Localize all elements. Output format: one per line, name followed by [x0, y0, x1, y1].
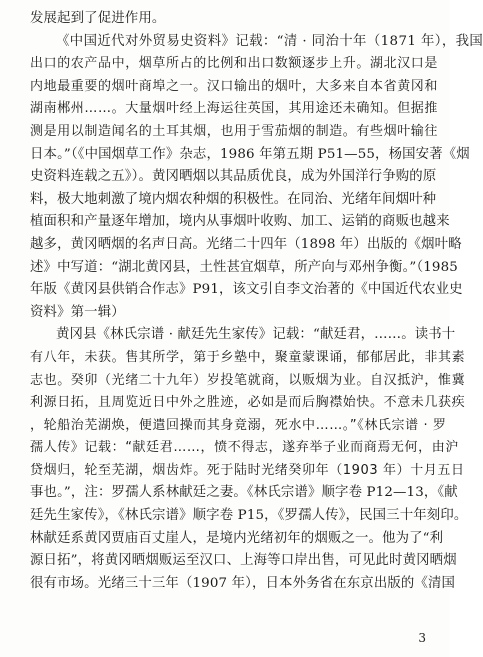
text-line: 事也。”，注：罗孺人系林献廷之妻。《林氏宗谱》顺字卷 P12—13，《献	[30, 485, 458, 501]
text-line: 黄冈县《林氏宗谱 · 献廷先生家传》记载：“献廷君，……。读书十	[56, 327, 456, 343]
text-line: 测是用以制造闻名的土耳其烟，也用于雪茄烟的制造。有些烟叶输往	[30, 123, 439, 139]
body-text	[30, 8, 483, 595]
text-line: 述》中写道：“湖北黄冈县，土性甚宜烟草，所产向与邓州争衡。”（1985	[30, 259, 458, 275]
text-line: 日本。”（《中国烟草工作》杂志，1986 年第五期 P51—55，杨国安著《烟	[30, 146, 470, 162]
text-line: 林献廷系黄冈贾庙百丈崖人，是境内光绪初年的烟贩之一。他为了“利	[30, 530, 444, 546]
text-line: 史资料连载之五》）。黄冈晒烟以其品质优良，成为外国洋行争购的原	[30, 169, 437, 185]
text-line: 湖南郴州……。大量烟叶经上海运往英国，其用途还未确知。但据推	[30, 101, 439, 117]
page-number: 3	[418, 631, 426, 645]
text-line: 植面积和产量逐年增加，境内从事烟叶收购、加工、运销的商贩也越来	[30, 214, 450, 230]
text-line: 志也。癸卯（光绪二十九年）岁投笔就商，以贩烟为业。自汉抵沪，惟冀	[30, 372, 466, 388]
text-line: 料，极大地刺激了境内烟农种烟的积极性。在同治、光绪年间烟叶种	[30, 191, 437, 207]
text-line: 源日拓”，将黄冈晒烟贩运至汉口、上海等口岸出售，可见此时黄冈晒烟	[30, 553, 457, 569]
text-line: 很有市场。光绪三十三年（1907 年），日本外务省在东京出版的《清国	[30, 575, 456, 591]
text-line: 出口的农产品中，烟草所占的比例和出口数额逐步上升。湖北汉口是	[30, 56, 439, 72]
text-line: 资料》第一辑）	[30, 304, 125, 320]
text-line: 越多，黄冈晒烟的名声日高。光绪二十四年（1898 年）出版的《烟叶略	[30, 236, 462, 252]
text-line: 贷烟归，轮至芜湖，烟齿炸。死于陆时光绪癸卯年（1903 年）十月五日	[30, 462, 465, 478]
text-line: 年版《黄冈县供销合作志》P91，该文引自李文治著的《中国近代农业史	[30, 282, 463, 298]
text-line: 《中国近代对外贸易史资料》记载：“清 · 同治十年（1871 年），我国	[56, 33, 483, 49]
text-line: 利源日拓，且周览近日中外之胜迹，必如是而后胸襟始快。不意未几获疾	[30, 395, 466, 411]
text-line: 内地最重要的烟叶商埠之一。汉口输出的烟叶，大多来自本省黄冈和	[30, 78, 439, 94]
text-line: 发展起到了促进作用。	[30, 11, 166, 26]
text-line: 廷先生家传》，《林氏宗谱》顺字卷 P15，《罗孺人传》，民国三十年刻印。	[30, 508, 468, 524]
text-line: ，轮船治芜湖焕，便遣回操而其身竟溺，死水中……。”《林氏宗谱 · 罗	[30, 417, 447, 433]
text-line: 孺人传》记载：“献廷君……，愤不得志，遂弃举子业而商焉无何，由沪	[30, 440, 459, 456]
text-line: 有八年，未获。售其所学，第于乡塾中，聚童蒙课诵，郁郁居此，非其素	[30, 349, 466, 365]
